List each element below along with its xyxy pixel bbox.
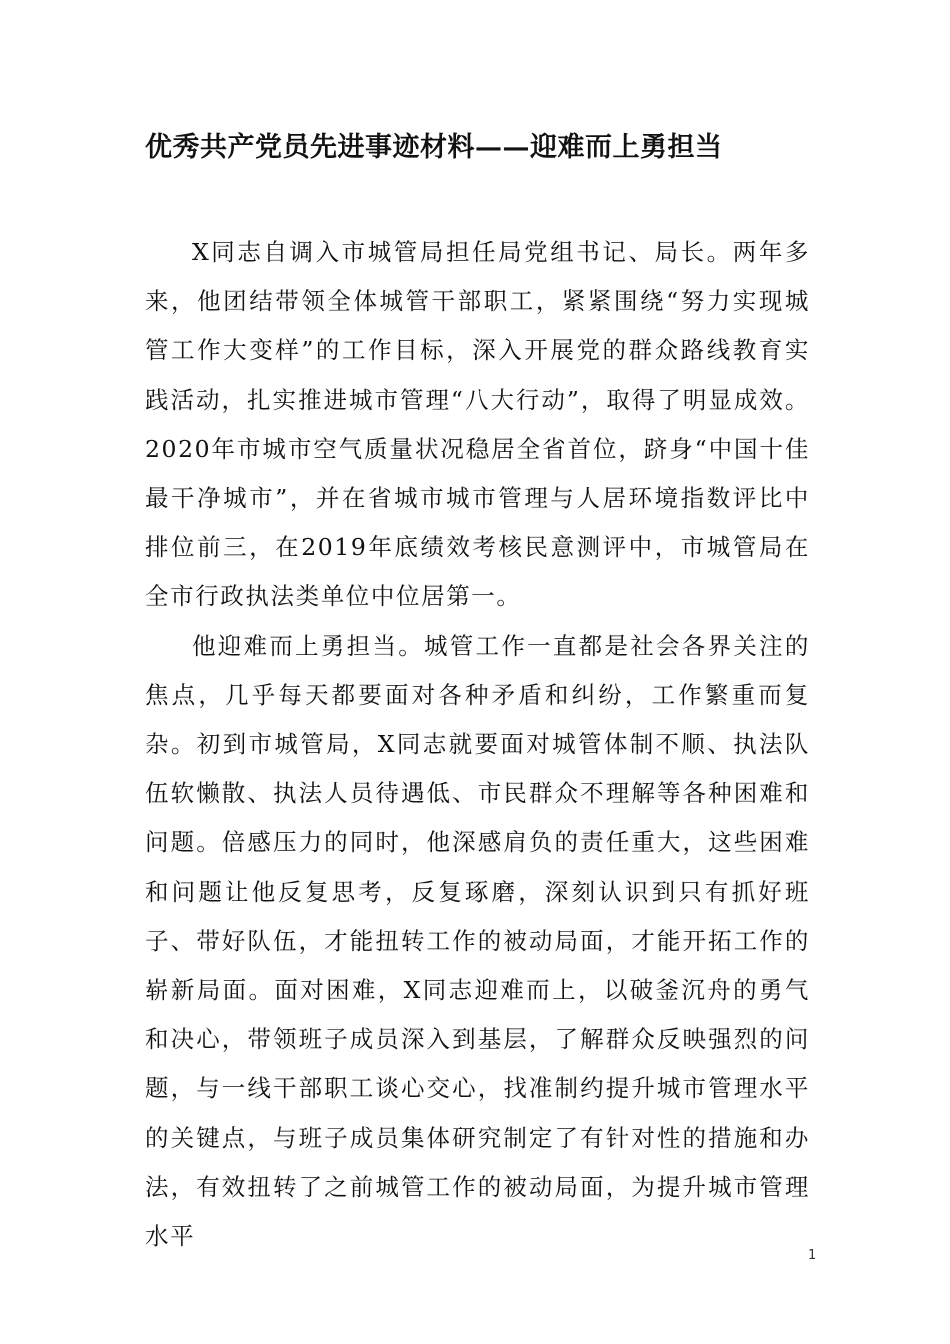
paragraph-1: X同志自调入市城管局担任局党组书记、局长。两年多来，他团结带领全体城管干部职工，紧紧围绕“努力实现城管工作大变样”的工作目标，深入开展党的群众路线教育实践活动，扎实推进城市管理“八大行动”，取得了明显成效。2020年市城市空气质量状况稳居全省首位，跻身“中国十佳最干净城市”，并在省城市城市管理与人居环境指数评比中排位前三，在2019年底绩效考核民意测评中，市城管局在全市行政执法类单位中位居第一。 — [145, 238, 810, 611]
document-title: 优秀共产党员先进事迹材料——迎难而上勇担当 — [145, 132, 723, 163]
document-body — [145, 228, 810, 1261]
page-number: 1 — [808, 1248, 817, 1263]
paragraph-2: 他迎难而上勇担当。城管工作一直都是社会各界关注的焦点，几乎每天都要面对各种矛盾和纠纷，工作繁重而复杂。初到市城管局，X同志就要面对城管体制不顺、执法队伍软懒散、执法人员待遇低、市民群众不理解等各种困难和问题。倍感压力的同时，他深感肩负的责任重大，这些困难和问题让他反复思考，反复琢磨，深刻认识到只有抓好班子、带好队伍，才能扭转工作的被动局面，才能开拓工作的崭新局面。面对困难，X同志迎难而上，以破釜沉舟的勇气和决心，带领班子成员深入到基层，了解群众反映强烈的问题，与一线干部职工谈心交心，找准制约提升城市管理水平的关键点，与班子成员集体研究制定了有针对性的措施和办法，有效扭转了之前城管工作的被动局面，为提升城市管理水平 — [145, 631, 810, 1251]
